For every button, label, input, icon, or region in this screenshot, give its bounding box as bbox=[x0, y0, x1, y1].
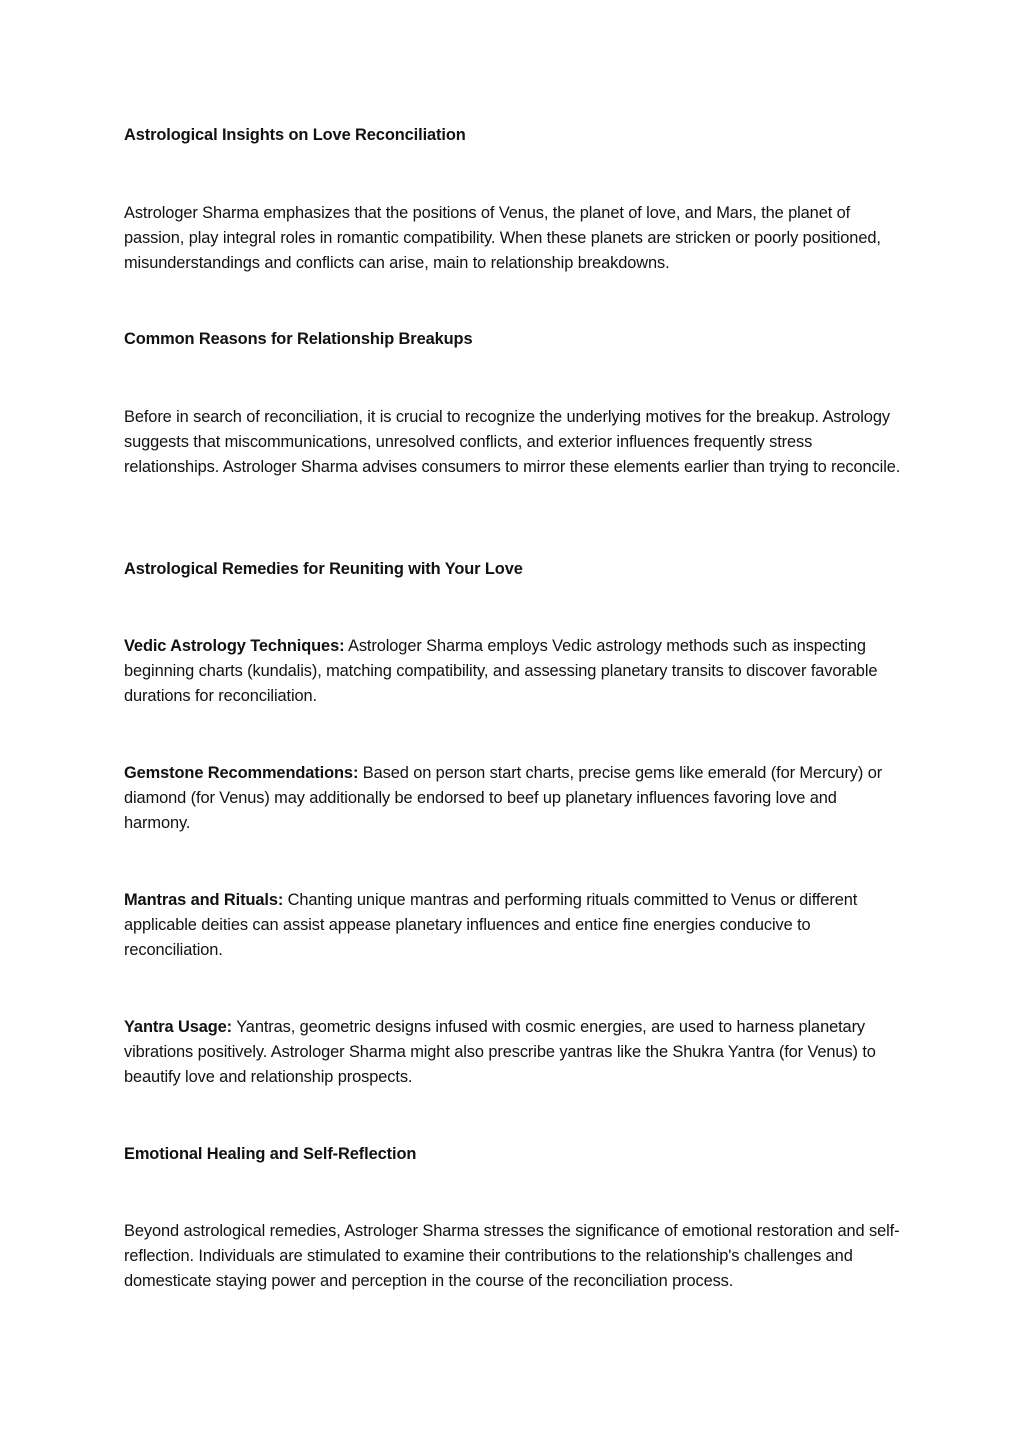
remedy-yantra-label: Yantra Usage: bbox=[124, 1018, 233, 1036]
remedy-gemstones-label: Gemstone Recommendations: bbox=[124, 764, 359, 782]
heading-love-reconciliation: Astrological Insights on Love Reconciliation bbox=[124, 126, 466, 144]
paragraph-self-reflection: Beyond astrological remedies, Astrologer Sharma stresses the significance of emotional restoration and self-reflection. Individuals are stimulated to examine their contributions to the relationship's challenges and domesticate staying power and perception in the course of the reconciliation process. bbox=[124, 1222, 900, 1290]
remedy-yantra bbox=[124, 1015, 904, 1090]
remedy-yantra-text: Yantras, geometric designs infused with cosmic energies, are used to harness planetary vibrations positively. Astrologer Sharma might also prescribe yantras like the Shukra Yantra (for Venus) to beautify love and relationship prospects. bbox=[124, 1018, 876, 1086]
remedy-vedic-techniques bbox=[124, 634, 904, 709]
paragraph-breakup-motives: Before in search of reconciliation, it is crucial to recognize the underlying motives for the breakup. Astrology suggests that miscommunications, unresolved conflicts, and exterior influences frequently stress relationships. Astrologer Sharma advises consumers to mirror these elements earlier than trying to reconcile. bbox=[124, 408, 901, 476]
remedy-mantras-text: Chanting unique mantras and performing rituals committed to Venus or different applicable deities can assist appease planetary influences and entice fine energies conducive to reconciliation. bbox=[124, 891, 858, 959]
heading-astrological-remedies: Astrological Remedies for Reuniting with Your Love bbox=[124, 560, 523, 578]
remedy-mantras bbox=[124, 888, 904, 963]
heading-emotional-healing: Emotional Healing and Self-Reflection bbox=[124, 1145, 417, 1163]
remedy-gemstones bbox=[124, 761, 904, 836]
remedy-gemstones-text: Based on person start charts, precise gems like emerald (for Mercury) or diamond (for Venus) may additionally be endorsed to beef up planetary influences favoring love and harmony. bbox=[124, 764, 883, 832]
remedy-mantras-label: Mantras and Rituals: bbox=[124, 891, 284, 909]
paragraph-planet-positions: Astrologer Sharma emphasizes that the positions of Venus, the planet of love, and Mars, the planet of passion, play integral roles in romantic compatibility. When these planets are stricken or poorly positioned, misunderstandings and conflicts can arise, main to relationship breakdowns. bbox=[124, 204, 881, 272]
remedy-vedic-text: Astrologer Sharma employs Vedic astrology methods such as inspecting beginning charts (kundalis), matching compatibility, and assessing planetary transits to discover favorable durations for reconciliation. bbox=[124, 637, 878, 705]
heading-breakup-reasons: Common Reasons for Relationship Breakups bbox=[124, 330, 473, 348]
remedy-vedic-label: Vedic Astrology Techniques: bbox=[124, 637, 345, 655]
